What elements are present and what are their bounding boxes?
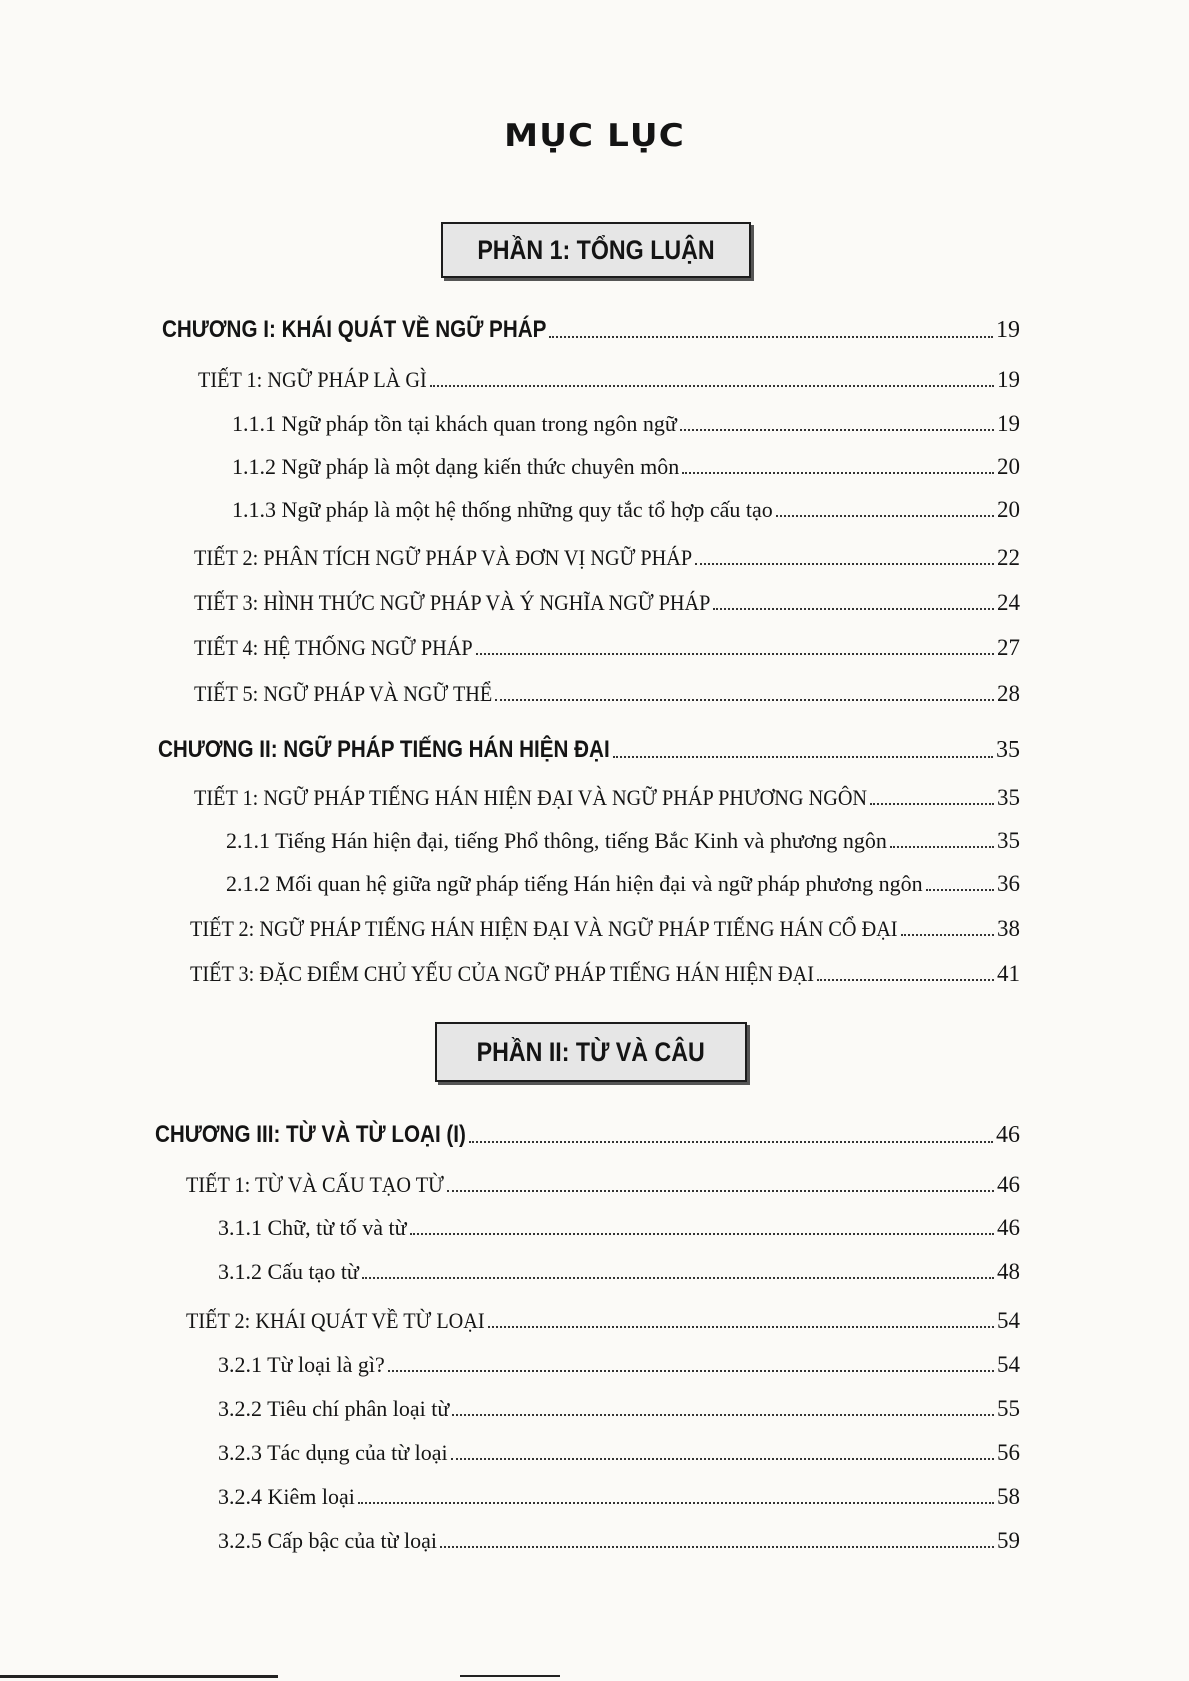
toc-entry-sub[interactable] <box>218 1485 1020 1508</box>
dot-leader <box>776 514 994 517</box>
toc-entry-title: 3.2.5 Cấp bậc của từ loại <box>218 1528 438 1553</box>
dot-leader <box>817 978 994 981</box>
toc-entry-tiet[interactable] <box>194 636 1020 659</box>
toc-entry-sub[interactable] <box>218 1353 1020 1376</box>
toc-entry-title: 3.2.2 Tiêu chí phân loại từ <box>218 1396 450 1421</box>
toc-entry-page: 20 <box>997 497 1020 522</box>
toc-entry-sub[interactable] <box>218 1397 1020 1420</box>
dot-leader <box>901 933 994 936</box>
dot-leader <box>476 652 994 655</box>
scan-edge-mark <box>460 1675 560 1677</box>
part-heading-label: PHẦN II: TỪ VÀ CÂU <box>476 1036 706 1067</box>
dot-leader <box>613 755 993 758</box>
dot-leader <box>713 607 994 610</box>
toc-entry-page: 46 <box>996 1122 1020 1148</box>
toc-entry-page: 59 <box>997 1528 1020 1553</box>
toc-entry-title: TIẾT 3: HÌNH THỨC NGỮ PHÁP VÀ Ý NGHĨA NGỮ PHÁP <box>194 590 711 615</box>
toc-entry-title: CHƯƠNG I: KHÁI QUÁT VỀ NGỮ PHÁP <box>162 316 547 343</box>
dot-leader <box>549 335 993 338</box>
dot-leader <box>388 1369 994 1372</box>
toc-entry-title: 3.2.3 Tác dụng của từ loại <box>218 1440 448 1465</box>
toc-entry-page: 56 <box>997 1440 1020 1465</box>
dot-leader <box>451 1457 994 1460</box>
toc-entry-title: 2.1.2 Mối quan hệ giữa ngữ pháp tiếng Hán hiện đại và ngữ pháp phương ngôn <box>226 871 923 896</box>
dot-leader <box>488 1325 994 1328</box>
toc-entry-title: 2.1.1 Tiếng Hán hiện đại, tiếng Phổ thông, tiếng Bắc Kinh và phương ngôn <box>226 828 887 853</box>
part-heading-2 <box>435 1022 747 1082</box>
dot-leader <box>682 471 994 474</box>
part-heading-1 <box>441 222 751 278</box>
toc-entry-tiet[interactable] <box>194 786 1020 809</box>
dot-leader <box>440 1545 994 1548</box>
toc-entry-tiet[interactable] <box>186 1309 1020 1332</box>
dot-leader <box>870 802 994 805</box>
toc-entry-title: 1.1.2 Ngữ pháp là một dạng kiến thức chuyên môn <box>232 454 680 479</box>
dot-leader <box>447 1189 994 1192</box>
toc-entry-page: 46 <box>997 1172 1020 1197</box>
toc-entry-page: 55 <box>997 1396 1020 1421</box>
toc-entry-title: 3.1.2 Cấu tạo từ <box>218 1259 359 1284</box>
toc-entry-page: 58 <box>997 1484 1020 1509</box>
toc-entry-sub[interactable] <box>226 829 1020 852</box>
toc-entry-page: 27 <box>997 635 1020 660</box>
toc-entry-sub[interactable] <box>218 1216 1020 1239</box>
toc-entry-sub[interactable] <box>218 1441 1020 1464</box>
toc-entry-tiet[interactable] <box>198 368 1020 391</box>
toc-entry-title: TIẾT 2: KHÁI QUÁT VỀ TỪ LOẠI <box>186 1308 485 1333</box>
toc-entry-chapter[interactable] <box>155 1123 1020 1147</box>
dot-leader <box>362 1276 994 1279</box>
dot-leader <box>695 562 994 565</box>
toc-entry-page: 24 <box>997 590 1020 615</box>
toc-entry-title: TIẾT 4: HỆ THỐNG NGỮ PHÁP <box>194 635 473 660</box>
toc-entry-tiet[interactable] <box>194 591 1020 614</box>
toc-entry-title: 1.1.1 Ngữ pháp tồn tại khách quan trong ngôn ngữ <box>232 411 677 436</box>
toc-entry-page: 35 <box>997 828 1020 853</box>
toc-entry-sub[interactable] <box>232 412 1020 435</box>
page-title: MỤC LỤC <box>504 118 685 154</box>
toc-entry-page: 36 <box>997 871 1020 896</box>
scan-edge-mark <box>0 1675 278 1678</box>
toc-entry-chapter[interactable] <box>158 738 1020 762</box>
toc-entry-title: TIẾT 1: NGỮ PHÁP TIẾNG HÁN HIỆN ĐẠI VÀ NGỮ PHÁP PHƯƠNG NGÔN <box>194 785 868 810</box>
toc-entry-page: 38 <box>997 916 1020 941</box>
toc-entry-title: TIẾT 2: NGỮ PHÁP TIẾNG HÁN HIỆN ĐẠI VÀ NGỮ PHÁP TIẾNG HÁN CỔ ĐẠI <box>190 916 898 941</box>
toc-entry-sub[interactable] <box>232 498 1020 521</box>
dot-leader <box>452 1413 994 1416</box>
toc-entry-title: CHƯƠNG II: NGỮ PHÁP TIẾNG HÁN HIỆN ĐẠI <box>158 736 610 763</box>
toc-entry-page: 19 <box>997 367 1020 392</box>
toc-entry-tiet[interactable] <box>190 962 1020 985</box>
toc-entry-page: 46 <box>997 1215 1020 1240</box>
toc-entry-page: 35 <box>996 737 1020 763</box>
toc-entry-title: 3.2.1 Từ loại là gì? <box>218 1352 385 1377</box>
toc-entry-page: 19 <box>997 411 1020 436</box>
toc-entry-page: 28 <box>997 681 1020 706</box>
dot-leader <box>680 428 994 431</box>
toc-entry-title: TIẾT 2: PHÂN TÍCH NGỮ PHÁP VÀ ĐƠN VỊ NGỮ PHÁP <box>194 545 693 570</box>
dot-leader <box>358 1501 994 1504</box>
toc-entry-page: 19 <box>996 317 1020 343</box>
toc-entry-title: TIẾT 1: TỪ VÀ CẤU TẠO TỪ <box>186 1172 444 1197</box>
toc-entry-sub[interactable] <box>226 872 1020 895</box>
toc-entry-page: 22 <box>997 545 1020 570</box>
toc-entry-page: 20 <box>997 454 1020 479</box>
part-heading-label: PHẦN 1: TỔNG LUẬN <box>477 234 715 265</box>
dot-leader <box>410 1232 994 1235</box>
dot-leader <box>495 698 994 701</box>
toc-entry-sub[interactable] <box>218 1529 1020 1552</box>
toc-entry-title: CHƯƠNG III: TỪ VÀ TỪ LOẠI (I) <box>155 1121 466 1148</box>
toc-entry-tiet[interactable] <box>186 1173 1020 1196</box>
toc-entry-title: 1.1.3 Ngữ pháp là một hệ thống những quy tắc tổ hợp cấu tạo <box>232 497 773 522</box>
toc-entry-sub[interactable] <box>232 455 1020 478</box>
toc-entry-sub[interactable] <box>218 1260 1020 1283</box>
toc-entry-title: 3.1.1 Chữ, từ tố và từ <box>218 1215 407 1240</box>
toc-entry-page: 54 <box>997 1308 1020 1333</box>
dot-leader <box>430 384 994 387</box>
toc-entry-chapter[interactable] <box>162 318 1020 342</box>
toc-entry-tiet[interactable] <box>194 546 1020 569</box>
toc-entry-tiet[interactable] <box>194 682 1020 705</box>
dot-leader <box>926 888 994 891</box>
dot-leader <box>890 845 994 848</box>
toc-entry-title: 3.2.4 Kiêm loại <box>218 1484 355 1509</box>
toc-entry-title: TIẾT 1: NGỮ PHÁP LÀ GÌ <box>198 367 427 392</box>
toc-entry-tiet[interactable] <box>190 917 1020 940</box>
dot-leader <box>469 1140 993 1143</box>
toc-entry-title: TIẾT 3: ĐẶC ĐIỂM CHỦ YẾU CỦA NGỮ PHÁP TIẾNG HÁN HIỆN ĐẠI <box>190 961 815 986</box>
toc-entry-page: 54 <box>997 1352 1020 1377</box>
toc-entry-page: 48 <box>997 1259 1020 1284</box>
toc-entry-title: TIẾT 5: NGỮ PHÁP VÀ NGỮ THỂ <box>194 681 493 706</box>
toc-entry-page: 35 <box>997 785 1020 810</box>
toc-entry-page: 41 <box>997 961 1020 986</box>
